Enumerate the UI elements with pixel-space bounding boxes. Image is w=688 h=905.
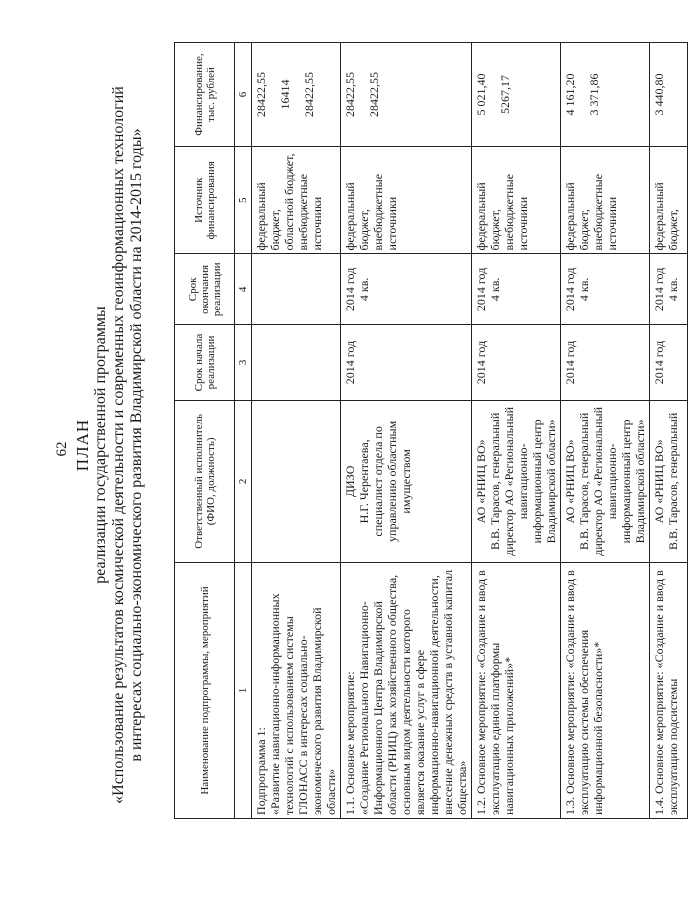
table-row (472, 43, 561, 819)
funding-value: 5 021,40 (474, 73, 488, 116)
cell-end: 2014 год 4 кв. (341, 254, 472, 325)
cell-responsible: АО «РНИЦ ВО» В.В. Тарасов, генеральный (650, 400, 688, 562)
cell-start (252, 325, 341, 400)
funding-value: 5267,17 (498, 75, 512, 115)
column-number: 6 (235, 43, 252, 147)
header-responsible: Ответственный исполнитель (ФИО, должность) (175, 400, 235, 562)
cell-end: 2014 год 4 кв. (561, 254, 650, 325)
table-row (650, 43, 688, 819)
column-number: 4 (235, 254, 252, 325)
table-row (341, 43, 472, 819)
funding-value: 16414 (278, 79, 292, 110)
cell-name: 1.2. Основное мероприятие: «Создание и ввод в эксплуатацию единой платформы навигационных приложений»* (472, 563, 561, 819)
table-header-row (175, 43, 235, 819)
cell-responsible: АО «РНИЦ ВО» В.В. Тарасов, генеральный директор АО «Региональный навигационно-информационный центр Владимирской области» (472, 400, 561, 562)
funding-value: 3 440,80 (652, 73, 666, 116)
cell-name: 1.3. Основное мероприятие: «Создание и ввод в эксплуатацию системы обеспечения информационной безопасности»* (561, 563, 650, 819)
funding-value: 28422,55 (302, 72, 316, 118)
cell-source: федеральный бюджет, областной бюджет, внебюджетные источники (252, 147, 341, 254)
cell-funding (650, 43, 688, 147)
column-number: 5 (235, 147, 252, 254)
title-line-3: «Использование результатов космической деятельности и современных геоинформационных технологий (110, 86, 127, 804)
column-number: 2 (235, 400, 252, 562)
title-line-2: реализации государственной программы (92, 306, 109, 584)
table-row (561, 43, 650, 819)
cell-start: 2014 год (472, 325, 561, 400)
cell-source: федеральный бюджет, внебюджетные источники (472, 147, 561, 254)
title-line-4: в интересах социально-экономического развития Владимирской области на 2014-2015 годы» (128, 128, 145, 762)
cell-end: 2014 год 4 кв. (472, 254, 561, 325)
cell-start: 2014 год (341, 325, 472, 400)
cell-start: 2014 год (561, 325, 650, 400)
column-number: 3 (235, 325, 252, 400)
plan-table (174, 42, 688, 819)
title-line-1: ПЛАН (73, 418, 92, 472)
funding-value: 28422,55 (367, 72, 381, 118)
table-row (252, 43, 341, 819)
header-start: Срок начала реализации (175, 325, 235, 400)
column-number-row (235, 43, 252, 819)
cell-funding (341, 43, 472, 147)
cell-source: федеральный бюджет, (650, 147, 688, 254)
cell-start: 2014 год (650, 325, 688, 400)
cell-funding (561, 43, 650, 147)
funding-value: 3 371,86 (587, 73, 601, 116)
cell-responsible (252, 400, 341, 562)
funding-value: 28422,55 (254, 72, 268, 118)
header-funding: Финансирование, тыс. рублей (175, 43, 235, 147)
cell-funding (252, 43, 341, 147)
header-end: Срок окончания реализации (175, 254, 235, 325)
page-number: 62 (54, 441, 70, 457)
cell-funding (472, 43, 561, 147)
header-name: Наименование подпрограммы, мероприятий (175, 563, 235, 819)
cell-name: 1.1. Основное мероприятие: «Создание Регионального Навигационно-Информационного Центра Владимирской области (РНИЦ) как хозяйственного общества, основным видом деятельности которого является оказание услуг в сфере информационно-навигационной деятельности, внесение денежных средств в уставной капитал общества» (341, 563, 472, 819)
funding-value: 4 161,20 (563, 73, 577, 116)
column-number: 1 (235, 563, 252, 819)
funding-value: 28422,55 (343, 72, 357, 118)
cell-responsible: АО «РНИЦ ВО» В.В. Тарасов, генеральный директор АО «Региональный навигационно-информационный центр Владимирской области» (561, 400, 650, 562)
cell-name: Подпрограмма 1: «Развитие навигационно-информационных технологий с использованием системы ГЛОНАСС в интересах социально-экономического развития Владимирской области» (252, 563, 341, 819)
cell-source: федеральный бюджет, внебюджетные источники (341, 147, 472, 254)
cell-end: 2014 год 4 кв. (650, 254, 688, 325)
header-source: Источник финансирования (175, 147, 235, 254)
cell-responsible: ДИЗО Н.Г. Черентаева, специалист отдела по управлению областным имуществом (341, 400, 472, 562)
cell-end (252, 254, 341, 325)
cell-name: 1.4. Основное мероприятие: «Создание и ввод в эксплуатацию подсистемы (650, 563, 688, 819)
cell-source: федеральный бюджет, внебюджетные источники (561, 147, 650, 254)
document-title (74, 25, 146, 865)
